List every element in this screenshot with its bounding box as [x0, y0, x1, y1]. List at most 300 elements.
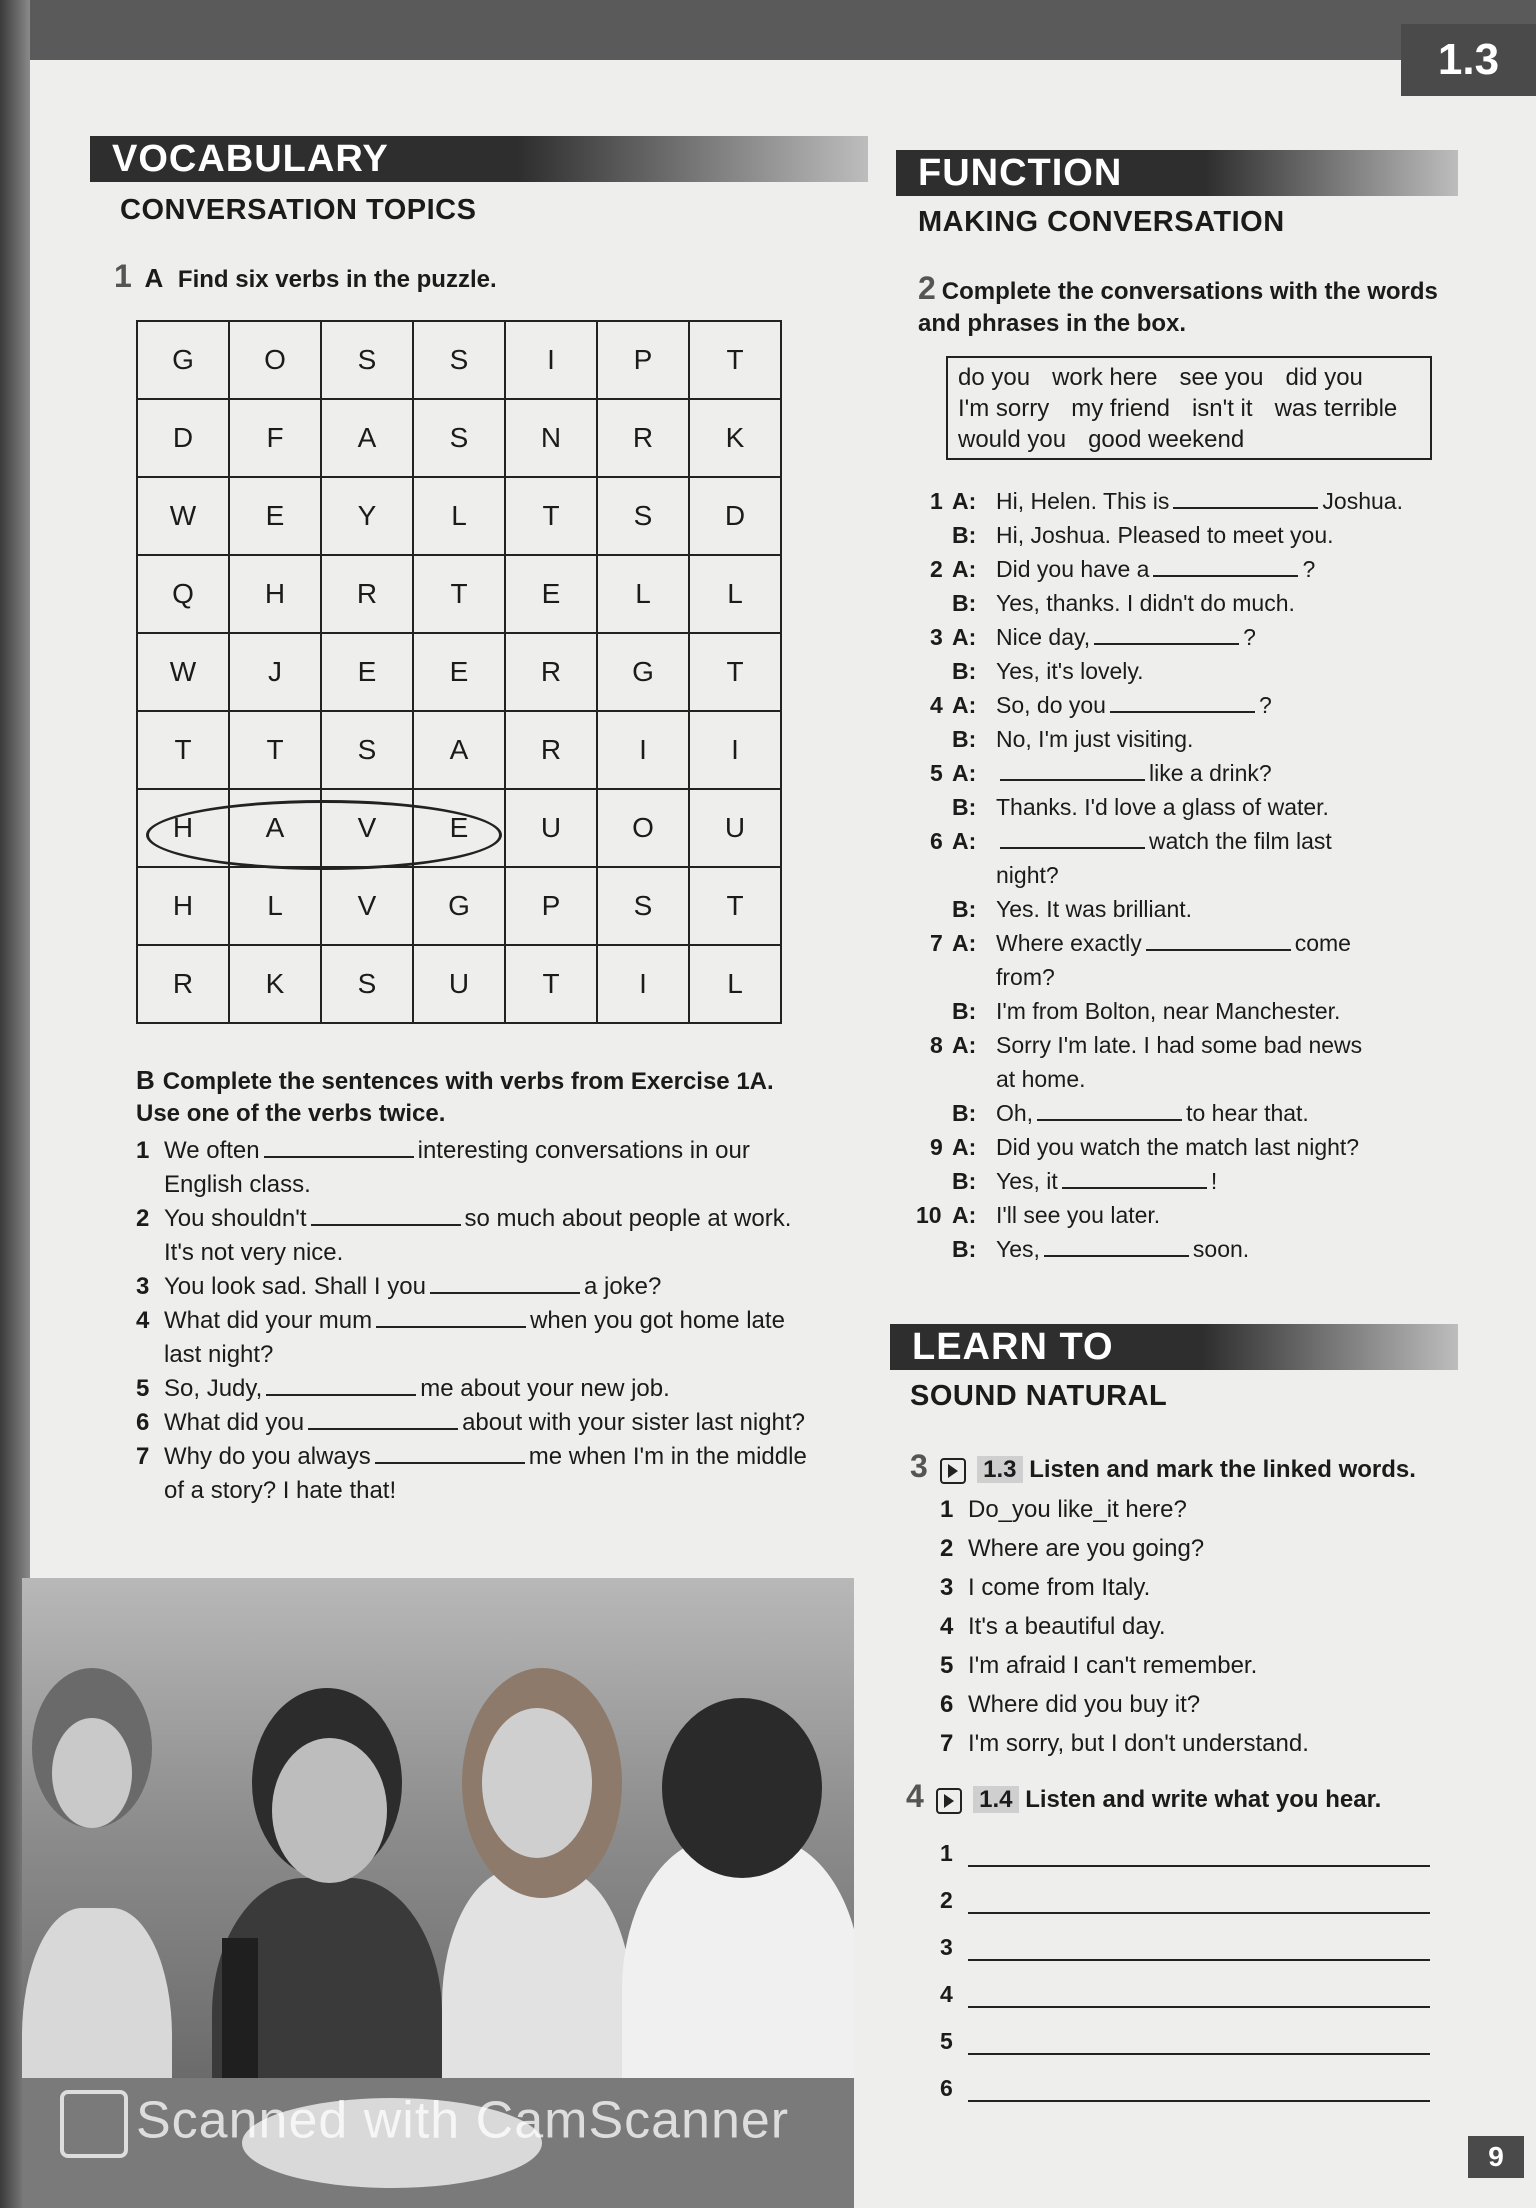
- puzzle-cell[interactable]: V: [321, 789, 413, 867]
- line-continuation: at home.: [996, 1066, 1086, 1092]
- page-number: 9: [1468, 2136, 1524, 2178]
- puzzle-cell[interactable]: L: [597, 555, 689, 633]
- line-body: [996, 756, 1430, 790]
- line-after: ?: [1243, 624, 1256, 650]
- line-body: [996, 484, 1430, 518]
- item-number: 1: [930, 488, 943, 514]
- linked-words-item: [940, 1724, 1420, 1763]
- line-text: Did you watch the match last night?: [996, 1134, 1360, 1160]
- exercise-1a-instruction: [114, 260, 497, 296]
- item-number: 1: [136, 1137, 150, 1164]
- sentence-before: You look sad. Shall I you: [164, 1273, 426, 1300]
- puzzle-cell[interactable]: J: [229, 633, 321, 711]
- exercise-number: 3: [910, 1448, 928, 1484]
- answer-blank[interactable]: [266, 1372, 416, 1396]
- puzzle-cell[interactable]: S: [321, 321, 413, 399]
- item-number: 2: [136, 1205, 150, 1232]
- sentence-item: [136, 1202, 850, 1270]
- puzzle-row: [137, 945, 781, 1023]
- puzzle-cell[interactable]: W: [137, 633, 229, 711]
- conversation-line-a: [916, 1198, 1430, 1232]
- item-number: 2: [940, 1535, 954, 1562]
- line-continuation: night?: [996, 862, 1059, 888]
- instruction-text: Listen and write what you hear.: [1025, 1786, 1382, 1813]
- line-after: ?: [1258, 692, 1272, 718]
- sentence-text: I come from Italy.: [968, 1574, 1151, 1601]
- sentence-after: a joke?: [583, 1273, 662, 1300]
- audio-play-icon[interactable]: [936, 1788, 962, 1814]
- word-box-phrase: see you: [1179, 364, 1264, 391]
- line-before: So, do you: [996, 692, 1106, 718]
- line-text: Yes, it's lovely.: [996, 658, 1144, 684]
- word-box-phrase: do you: [958, 364, 1031, 391]
- puzzle-cell[interactable]: A: [413, 711, 505, 789]
- speaker-a: A:: [952, 1202, 977, 1228]
- line-before: Where exactly: [996, 930, 1142, 956]
- instruction-line-2: Use one of the verbs twice.: [136, 1100, 446, 1127]
- word-box-phrase: isn't it: [1191, 395, 1253, 422]
- vocabulary-heading: VOCABULARY: [90, 136, 868, 182]
- item-number: 3: [930, 624, 943, 650]
- line-body: [996, 926, 1430, 994]
- puzzle-cell[interactable]: R: [505, 633, 597, 711]
- sentence-item: [136, 1304, 850, 1372]
- speaker-b: B:: [952, 726, 977, 752]
- puzzle-cell[interactable]: Q: [137, 555, 229, 633]
- answer-blank[interactable]: [375, 1440, 525, 1464]
- puzzle-cell[interactable]: I: [689, 711, 781, 789]
- item-number: 6: [930, 828, 943, 854]
- line-after: !: [1210, 1168, 1218, 1194]
- puzzle-cell[interactable]: U: [689, 789, 781, 867]
- conversation-line-b: [930, 1164, 1430, 1198]
- writing-line: [940, 1961, 1430, 2008]
- conversation-line-a: [930, 756, 1430, 790]
- sentence-text: Where are you going?: [968, 1535, 1205, 1562]
- line-text: No, I'm just visiting.: [996, 726, 1194, 752]
- puzzle-cell[interactable]: K: [229, 945, 321, 1023]
- sentence-item: [136, 1440, 850, 1508]
- item-number: 6: [940, 2075, 953, 2101]
- puzzle-cell[interactable]: R: [137, 945, 229, 1023]
- word-box-row: [958, 393, 1420, 424]
- item-number: 10: [916, 1202, 942, 1228]
- conversation-line-b: [930, 892, 1430, 926]
- puzzle-cell[interactable]: I: [597, 711, 689, 789]
- exercise-letter: A: [144, 263, 164, 293]
- answer-line[interactable]: [968, 1841, 1430, 1867]
- speaker-a: A:: [952, 624, 977, 650]
- puzzle-cell[interactable]: T: [137, 711, 229, 789]
- item-number: 7: [940, 1730, 954, 1757]
- linked-words-item: [940, 1607, 1420, 1646]
- puzzle-cell[interactable]: R: [597, 399, 689, 477]
- sentence-text: Do_you like_it here?: [968, 1496, 1187, 1523]
- puzzle-cell[interactable]: G: [137, 321, 229, 399]
- answer-blank[interactable]: [376, 1304, 526, 1328]
- answer-blank[interactable]: [1146, 927, 1291, 951]
- item-number: 5: [940, 1652, 954, 1679]
- line-text: Yes, thanks. I didn't do much.: [996, 590, 1295, 616]
- puzzle-cell[interactable]: S: [413, 321, 505, 399]
- item-number: 7: [136, 1443, 150, 1470]
- puzzle-cell[interactable]: I: [597, 945, 689, 1023]
- speaker-a: A:: [952, 556, 977, 582]
- exercise-number: 4: [906, 1778, 924, 1814]
- conversation-line-b: [930, 722, 1430, 756]
- item-number: 6: [136, 1409, 150, 1436]
- linked-words-item: [940, 1568, 1420, 1607]
- item-number: 3: [136, 1273, 150, 1300]
- puzzle-cell[interactable]: N: [505, 399, 597, 477]
- line-body: [996, 1130, 1430, 1164]
- puzzle-cell[interactable]: S: [597, 867, 689, 945]
- puzzle-row: [137, 399, 781, 477]
- puzzle-cell[interactable]: O: [229, 321, 321, 399]
- line-before: Yes, it: [996, 1168, 1058, 1194]
- speaker-b: B:: [952, 998, 977, 1024]
- puzzle-cell[interactable]: P: [505, 867, 597, 945]
- conversation-line-a: [930, 926, 1430, 994]
- exercise-number: 1: [114, 258, 132, 294]
- exercise-number: 2: [918, 270, 936, 306]
- puzzle-cell[interactable]: H: [229, 555, 321, 633]
- line-body: [996, 1164, 1430, 1198]
- speaker-b: B:: [952, 658, 977, 684]
- item-number: 3: [940, 1574, 954, 1601]
- line-body: [996, 994, 1430, 1028]
- item-number: 9: [930, 1134, 943, 1160]
- word-box: [946, 356, 1432, 460]
- line-body: [996, 790, 1430, 824]
- puzzle-cell[interactable]: S: [321, 711, 413, 789]
- line-after: Joshua.: [1322, 488, 1403, 514]
- line-text: I'm from Bolton, near Manchester.: [996, 998, 1341, 1024]
- line-before: Yes,: [996, 1236, 1040, 1262]
- learn-to-heading: LEARN TO: [890, 1324, 1458, 1370]
- line-body: [996, 824, 1430, 892]
- writing-line: [940, 1867, 1430, 1914]
- answer-blank[interactable]: [1153, 553, 1298, 577]
- puzzle-cell[interactable]: S: [321, 945, 413, 1023]
- conversation-line-a: [930, 824, 1430, 892]
- answer-blank[interactable]: [1000, 825, 1145, 849]
- line-body: [996, 1096, 1430, 1130]
- sentence-before: What did you: [164, 1409, 305, 1436]
- exercise-3-instruction: [910, 1450, 1416, 1486]
- linked-words-item: [940, 1685, 1420, 1724]
- answer-blank[interactable]: [264, 1134, 414, 1158]
- line-body: [996, 654, 1430, 688]
- sentence-text: Where did you buy it?: [968, 1691, 1201, 1718]
- learn-to-subheading: SOUND NATURAL: [910, 1380, 1168, 1412]
- speaker-a: A:: [952, 488, 977, 514]
- answer-line[interactable]: [968, 2076, 1430, 2102]
- puzzle-cell[interactable]: T: [505, 477, 597, 555]
- answer-blank[interactable]: [1000, 757, 1145, 781]
- puzzle-cell[interactable]: L: [689, 945, 781, 1023]
- item-number: 5: [930, 760, 943, 786]
- camscanner-logo-icon: [60, 2090, 128, 2158]
- function-subheading: MAKING CONVERSATION: [918, 206, 1285, 238]
- item-number: 5: [940, 2028, 953, 2054]
- puzzle-cell[interactable]: E: [413, 789, 505, 867]
- sentence-text: [164, 1372, 850, 1406]
- exercise-2-conversations: [916, 484, 1430, 1266]
- item-number: 3: [940, 1934, 953, 1960]
- puzzle-cell[interactable]: E: [413, 633, 505, 711]
- puzzle-cell[interactable]: W: [137, 477, 229, 555]
- sentence-item: [136, 1134, 850, 1202]
- word-search-puzzle: [136, 320, 782, 1024]
- line-after: to hear that.: [1186, 1100, 1309, 1126]
- puzzle-cell[interactable]: T: [413, 555, 505, 633]
- puzzle-cell[interactable]: P: [597, 321, 689, 399]
- puzzle-cell[interactable]: D: [137, 399, 229, 477]
- puzzle-row: [137, 555, 781, 633]
- item-number: 2: [930, 556, 943, 582]
- line-body: [996, 620, 1430, 654]
- puzzle-cell[interactable]: T: [689, 321, 781, 399]
- vocabulary-subheading: CONVERSATION TOPICS: [120, 194, 477, 226]
- line-after: soon.: [1192, 1236, 1250, 1262]
- puzzle-cell[interactable]: E: [229, 477, 321, 555]
- word-box-phrase: I'm sorry: [958, 395, 1050, 422]
- sentence-after: me about your new job.: [420, 1375, 670, 1402]
- sentence-before: We often: [164, 1137, 260, 1164]
- puzzle-cell[interactable]: U: [505, 789, 597, 867]
- answer-blank[interactable]: [1037, 1097, 1182, 1121]
- exercise-1b-instruction: [136, 1064, 836, 1130]
- answer-blank[interactable]: [308, 1406, 458, 1430]
- item-number: 5: [136, 1375, 150, 1402]
- sentence-continuation: English class.: [164, 1171, 311, 1198]
- linked-words-item: [940, 1646, 1420, 1685]
- line-body: [996, 552, 1430, 586]
- answer-line[interactable]: [968, 2029, 1430, 2055]
- line-after: like a drink?: [1149, 760, 1272, 786]
- puzzle-cell[interactable]: A: [321, 399, 413, 477]
- speaker-a: A:: [952, 692, 977, 718]
- puzzle-cell[interactable]: E: [321, 633, 413, 711]
- speaker-b: B:: [952, 590, 977, 616]
- conversation-line-a: [930, 1028, 1430, 1096]
- puzzle-cell[interactable]: V: [321, 867, 413, 945]
- word-box-phrase: good weekend: [1088, 426, 1245, 453]
- puzzle-cell[interactable]: O: [597, 789, 689, 867]
- item-number: 4: [940, 1981, 953, 2007]
- puzzle-cell[interactable]: U: [413, 945, 505, 1023]
- sentence-continuation: It's not very nice.: [164, 1239, 344, 1266]
- sentence-text: [164, 1304, 850, 1372]
- line-before: Did you have a: [996, 556, 1150, 582]
- instruction-text: Listen and mark the linked words.: [1029, 1456, 1416, 1483]
- answer-blank[interactable]: [1094, 621, 1239, 645]
- puzzle-cell[interactable]: T: [229, 711, 321, 789]
- answer-blank[interactable]: [1062, 1165, 1207, 1189]
- line-after: ?: [1302, 556, 1316, 582]
- item-number: 7: [930, 930, 943, 956]
- puzzle-cell[interactable]: K: [689, 399, 781, 477]
- line-before: Oh,: [996, 1100, 1034, 1126]
- line-text: Yes. It was brilliant.: [996, 896, 1193, 922]
- word-box-phrase: did you: [1285, 364, 1363, 391]
- track-number: 1.3: [977, 1456, 1022, 1483]
- speaker-a: A:: [952, 930, 977, 956]
- line-text: Hi, Joshua. Pleased to meet you.: [996, 522, 1334, 548]
- puzzle-cell[interactable]: T: [689, 633, 781, 711]
- answer-line[interactable]: [968, 1935, 1430, 1961]
- puzzle-cell[interactable]: G: [413, 867, 505, 945]
- sentence-text: It's a beautiful day.: [968, 1613, 1166, 1640]
- answer-line[interactable]: [968, 1888, 1430, 1914]
- function-heading: FUNCTION: [896, 150, 1458, 196]
- have-circle-mark: [146, 800, 502, 870]
- sentence-continuation: last night?: [164, 1341, 274, 1368]
- puzzle-cell[interactable]: H: [137, 789, 229, 867]
- puzzle-cell[interactable]: A: [229, 789, 321, 867]
- answer-blank[interactable]: [311, 1202, 461, 1226]
- linked-words-item: [940, 1529, 1420, 1568]
- answer-blank[interactable]: [1110, 689, 1255, 713]
- puzzle-cell[interactable]: H: [137, 867, 229, 945]
- sentence-item: [136, 1372, 850, 1406]
- puzzle-cell[interactable]: R: [505, 711, 597, 789]
- word-box-row: [958, 362, 1420, 393]
- puzzle-cell[interactable]: G: [597, 633, 689, 711]
- sentence-after: so much about people at work.: [464, 1205, 792, 1232]
- writing-line: [940, 1820, 1430, 1867]
- line-body: [996, 688, 1430, 722]
- line-after: come: [1294, 930, 1351, 956]
- puzzle-cell[interactable]: Y: [321, 477, 413, 555]
- linked-words-item: [940, 1490, 1420, 1529]
- sentence-text: [164, 1202, 850, 1270]
- word-box-phrase: work here: [1052, 364, 1158, 391]
- line-continuation: from?: [996, 964, 1055, 990]
- sentence-continuation: of a story? I hate that!: [164, 1477, 397, 1504]
- instruction-line-1: Complete the conversations with the words: [941, 278, 1438, 305]
- puzzle-cell[interactable]: S: [597, 477, 689, 555]
- answer-blank[interactable]: [1044, 1233, 1189, 1257]
- sentence-text: [164, 1270, 850, 1304]
- puzzle-row: [137, 321, 781, 399]
- line-body: [996, 586, 1430, 620]
- answer-line[interactable]: [968, 1982, 1430, 2008]
- watermark-text: Scanned with CamScanner: [136, 2091, 790, 2150]
- item-number: 6: [940, 1691, 954, 1718]
- puzzle-cell[interactable]: L: [413, 477, 505, 555]
- puzzle-cell[interactable]: R: [321, 555, 413, 633]
- word-box-row: [958, 424, 1420, 455]
- puzzle-cell[interactable]: T: [689, 867, 781, 945]
- item-number: 4: [940, 1613, 954, 1640]
- puzzle-cell[interactable]: E: [505, 555, 597, 633]
- speaker-b: B:: [952, 1168, 977, 1194]
- conversation-line-b: [930, 1096, 1430, 1130]
- conversation-line-a: [930, 688, 1430, 722]
- sentence-text: [164, 1440, 850, 1508]
- line-text: I'll see you later.: [996, 1202, 1161, 1228]
- item-number: 2: [940, 1887, 953, 1913]
- conversation-line-b: [930, 790, 1430, 824]
- exercise-4-instruction: [906, 1780, 1381, 1816]
- line-text: Thanks. I'd love a glass of water.: [996, 794, 1329, 820]
- conversation-line-b: [930, 654, 1430, 688]
- puzzle-cell[interactable]: L: [689, 555, 781, 633]
- puzzle-row: [137, 477, 781, 555]
- answer-blank[interactable]: [430, 1270, 580, 1294]
- sentence-text: [164, 1406, 850, 1440]
- sentence-after: interesting conversations in our: [417, 1137, 750, 1164]
- sentence-item: [136, 1270, 850, 1304]
- speaker-a: A:: [952, 1032, 977, 1058]
- audio-play-icon[interactable]: [940, 1458, 966, 1484]
- sentence-text: I'm afraid I can't remember.: [968, 1652, 1258, 1679]
- conversation-line-b: [930, 994, 1430, 1028]
- item-number: 8: [930, 1032, 943, 1058]
- line-body: [996, 1232, 1430, 1266]
- word-box-phrase: my friend: [1071, 395, 1170, 422]
- exercise-3-sentences: [940, 1490, 1420, 1763]
- exercise-2-instruction: [918, 272, 1438, 340]
- conversation-line-b: [930, 518, 1430, 552]
- exercise-1b-sentences: [136, 1134, 850, 1508]
- puzzle-cell[interactable]: I: [505, 321, 597, 399]
- conversation-line-a: [930, 1130, 1430, 1164]
- conversation-line-a: [930, 620, 1430, 654]
- sentence-text: [164, 1134, 850, 1202]
- speaker-b: B:: [952, 794, 977, 820]
- line-before: Hi, Helen. This is: [996, 488, 1170, 514]
- line-body: [996, 722, 1430, 756]
- unit-tab: 1.3: [1401, 24, 1536, 96]
- sentence-after: me when I'm in the middle: [528, 1443, 807, 1470]
- sentence-item: [136, 1406, 850, 1440]
- exercise-letter: B: [136, 1065, 155, 1095]
- item-number: 1: [940, 1840, 953, 1866]
- answer-blank[interactable]: [1173, 485, 1318, 509]
- instruction-text: Find six verbs in the puzzle.: [177, 266, 497, 293]
- speaker-a: A:: [952, 760, 977, 786]
- puzzle-cell[interactable]: D: [689, 477, 781, 555]
- line-body: [996, 518, 1430, 552]
- puzzle-row: [137, 633, 781, 711]
- item-number: 4: [136, 1307, 150, 1334]
- word-box-phrase: would you: [958, 426, 1067, 453]
- puzzle-row: [137, 711, 781, 789]
- puzzle-cell[interactable]: L: [229, 867, 321, 945]
- sentence-after: about with your sister last night?: [462, 1409, 805, 1436]
- line-after: watch the film last: [1149, 828, 1332, 854]
- speaker-b: B:: [952, 1236, 977, 1262]
- conversation-line-b: [930, 1232, 1430, 1266]
- line-body: [996, 892, 1430, 926]
- writing-line: [940, 2055, 1430, 2102]
- speaker-b: B:: [952, 522, 977, 548]
- puzzle-cell[interactable]: F: [229, 399, 321, 477]
- speaker-b: B:: [952, 896, 977, 922]
- sentence-before: So, Judy,: [164, 1375, 263, 1402]
- sentence-before: What did your mum: [164, 1307, 373, 1334]
- top-strip: [0, 0, 1536, 60]
- line-body: [996, 1198, 1430, 1232]
- writing-line: [940, 1914, 1430, 1961]
- conversation-line-a: [930, 552, 1430, 586]
- puzzle-cell[interactable]: S: [413, 399, 505, 477]
- puzzle-cell[interactable]: T: [505, 945, 597, 1023]
- line-text: Sorry I'm late. I had some bad news: [996, 1032, 1363, 1058]
